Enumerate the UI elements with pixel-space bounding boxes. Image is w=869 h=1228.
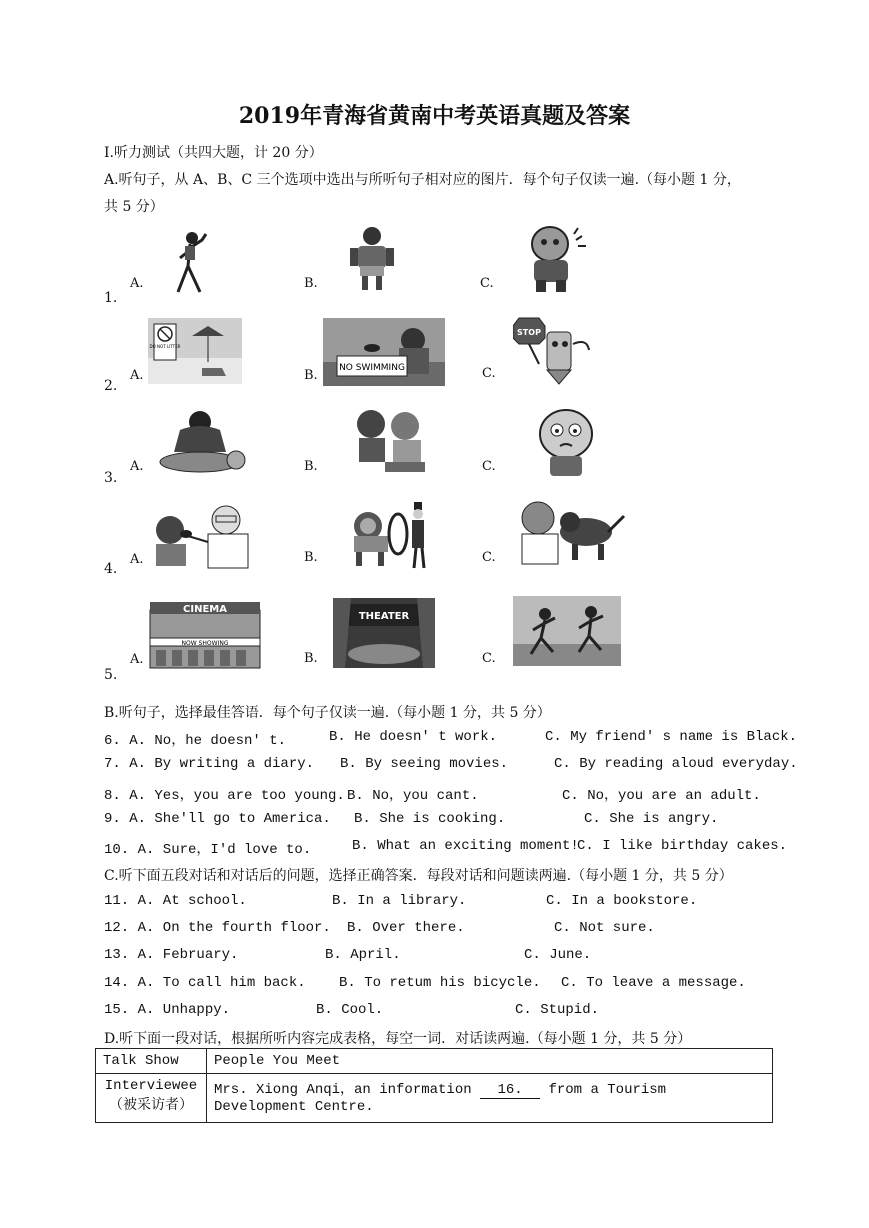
svg-text:NO SWIMMING: NO SWIMMING [339,363,405,373]
table-cell [207,1074,773,1123]
option-9b: B. She is cooking. [354,811,506,827]
theater-picture [333,598,435,668]
option-8b: B. No，you cant. [347,788,479,804]
option-11a: 11. A. At school. [104,893,247,909]
svg-text:THEATER: THEATER [358,611,410,622]
part-a-instruction: A.听句子，从 A、B、C 三个选项中选出与所听句子相对应的图片．每个句子仅读一遍.（每小题 1 分， [104,172,741,188]
question-number: 1. [104,290,118,306]
option-letter: B. [304,368,318,383]
interviewee-label-cn: （被采访者） [109,1097,193,1113]
option-15a: 15. A. Unhappy. [104,1002,231,1018]
interviewee-label: Interviewee [104,1078,198,1094]
table-cell: People You Meet [207,1049,773,1074]
table-row [96,1074,773,1123]
option-14a: 14. A. To call him back. [104,975,306,991]
option-letter: B. [304,459,318,474]
option-letter: A. [130,552,144,567]
option-7a: 7. A. By writing a diary. [104,756,315,772]
tired-boy-picture [516,222,600,294]
option-letter: A. [130,652,144,667]
option-letter: A. [130,276,144,291]
option-6b: B. He doesn′ t work. [329,729,498,745]
boys-helping-picture [345,406,437,476]
option-letter: C. [482,459,496,474]
option-13a: 13. A. February. [104,947,239,963]
option-letter: A. [130,459,144,474]
svg-text:STOP: STOP [517,328,541,337]
svg-text:NOW SHOWING: NOW SHOWING [181,640,229,647]
option-13b: B. April. [325,947,401,963]
option-10a: 10. A. Sure，I'd love to. [104,842,312,858]
interviewee-text: Mrs. Xiong Anqi，an information [214,1082,472,1098]
option-9c: C. She is angry. [584,811,719,827]
option-8a: 8. A. Yes，you are too young. [104,788,345,804]
section-heading: Ⅰ.听力测试（共四大题，计 20 分） [104,145,323,161]
option-letter: A. [130,368,144,383]
option-15b: B. Cool. [316,1002,384,1018]
option-9a: 9. A. She'll go to America. [104,811,331,827]
option-letter: C. [482,651,496,666]
option-letter: C. [482,366,496,381]
option-12a: 12. A. On the fourth floor. [104,920,331,936]
page-title: 2019年青海省黄南中考英语真题及答案 [238,103,631,129]
option-12b: B. Over there. [347,920,465,936]
option-14b: B. To retum his bicycle. [339,975,541,991]
option-letter: B. [304,651,318,666]
option-7b: B. By seeing movies. [340,756,509,772]
vet-dog-picture [512,498,630,568]
running-people-picture [513,596,621,666]
table-cell [96,1074,207,1123]
circus-lion-picture [344,496,436,572]
talk-show-table [95,1048,773,1123]
doctor-patient-picture [148,500,256,572]
option-letter: B. [304,276,318,291]
question-number: 3. [104,470,118,486]
part-a-instruction-cont: 共 5 分） [104,199,164,215]
part-c-instruction: C.听下面五段对话和对话后的问题，选择正确答案．每段对话和问题读两遍.（每小题 1 分，共 5 分） [104,868,733,884]
option-6c: C. My friend′ s name is Black. [545,729,798,745]
blank-16[interactable]: 16. [480,1082,540,1099]
worried-baby-picture [526,404,606,478]
option-14c: C. To leave a message. [561,975,746,991]
interviewee-text-end: from a Tourism Development Centre. [214,1082,667,1115]
svg-text:DO NOT LITTER: DO NOT LITTER [149,344,181,349]
option-15c: C. Stupid. [515,1002,600,1018]
option-letter: C. [482,550,496,565]
question-number: 4. [104,561,118,577]
option-10b: B. What an exciting moment! [352,838,579,854]
question-number: 2. [104,378,118,394]
option-12c: C. Not sure. [554,920,655,936]
question-number: 5. [104,667,118,683]
option-letter: C. [480,276,494,291]
option-8c: C. No，you are an adult. [562,788,761,804]
walking-man-picture [166,230,218,296]
option-11c: C. In a bookstore. [546,893,698,909]
option-13c: C. June. [524,947,592,963]
option-10c: C. I like birthday cakes. [577,838,788,854]
first-aid-picture [150,408,250,476]
option-6a: 6. A. No，he doesn′ t. [104,733,287,749]
table-cell: Talk Show [96,1049,207,1074]
table-row [96,1049,773,1074]
stop-sign-pencil-picture [513,316,595,386]
option-7c: C. By reading aloud everyday. [554,756,798,772]
part-b-instruction: B.听句子，选择最佳答语．每个句子仅读一遍.（每小题 1 分，共 5 分） [104,705,551,721]
option-letter: B. [304,550,318,565]
cinema-picture [146,598,264,670]
option-11b: B. In a library. [332,893,467,909]
no-swimming-picture [323,318,445,386]
boy-standing-picture [344,226,400,292]
part-d-instruction: D.听下面一段对话，根据所听内容完成表格，每空一词．对话读两遍.（每小题 1 分，共 5 分） [104,1031,692,1047]
svg-text:CINEMA: CINEMA [183,604,227,615]
beach-no-litter-picture [148,318,242,384]
